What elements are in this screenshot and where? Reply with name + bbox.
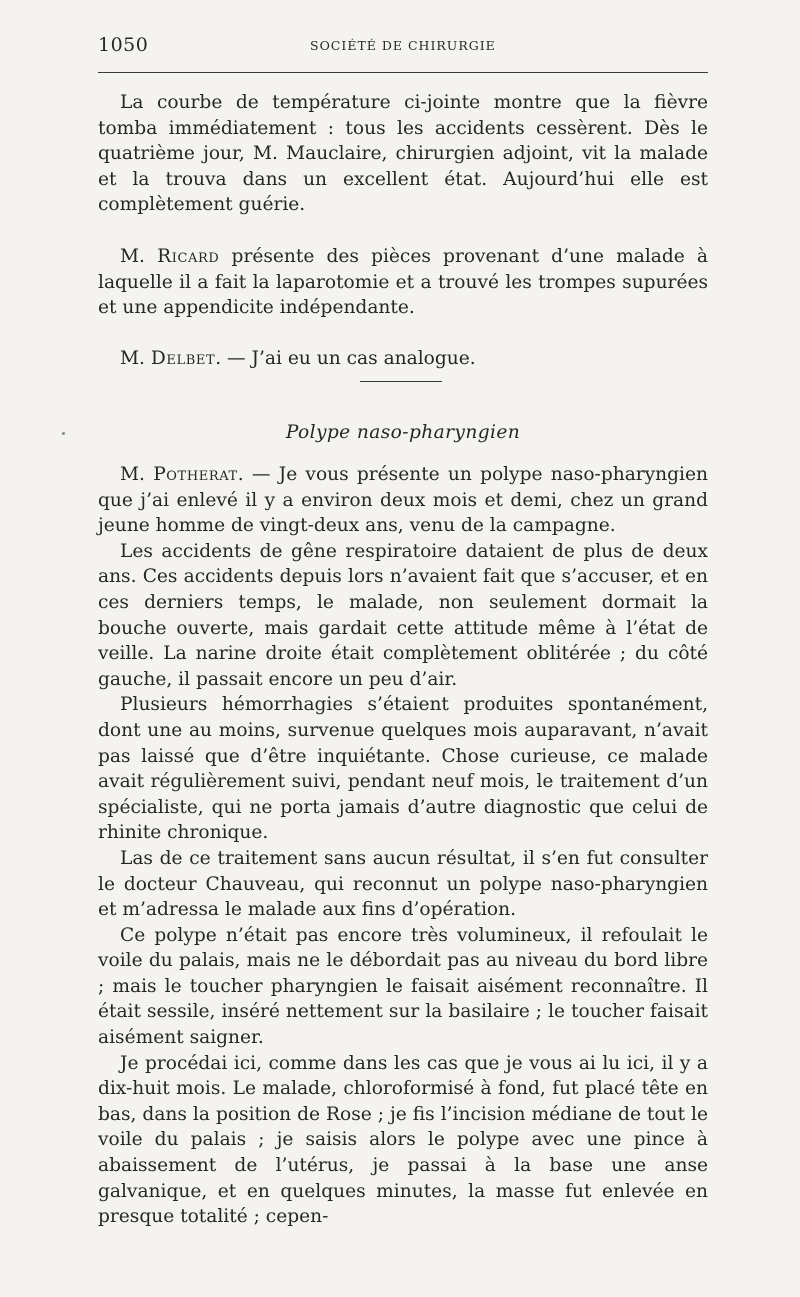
ricard-prefix: M. [120,245,158,267]
delbet-prefix: M. [120,347,151,369]
speaker-delbet: Delbet [150,347,216,369]
page-number: 1050 [98,34,149,56]
section-title: Polype naso-pharyngien [285,422,521,443]
paragraph-ricard [98,244,708,321]
paragraph-delbet [98,346,708,372]
potherat-prefix: M. [120,464,154,485]
delbet-text: . — J’ai eu un cas analogue. [215,347,476,369]
ricard-text: présente des pièces provenant d’une malade à laquelle il a fait la laparotomie et a trouvé les trompes supurées et une appendicite indépendante. [98,245,708,319]
page-header [98,34,708,60]
section-body [98,462,708,1230]
header-rule [98,72,708,73]
paragraph: Les accidents de gêne respiratoire dataient de plus de deux ans. Ces accidents depuis lors n’avaient fait que s’accuser, et en ces derniers temps, le malade, non seulement dormait la bouche ouverte, mais gardait cette attitude même à l’état de veille. La narine droite était complètement oblitérée ; du côté gauche, il passait encore un peu d’air. [98,540,708,690]
paragraph-potherat [98,462,708,539]
paragraph: Ce polype n’était pas encore très volumineux, il refoulait le voile du palais, mais ne le débordait pas au niveau du bord libre ; mais le toucher pharyngien le faisait aisément reconnaître. Il était sessile, inséré nettement sur la basilaire ; le toucher faisait aisément saigner. [98,924,708,1049]
speaker-potherat: Potherat [153,464,238,485]
section-separator [360,381,442,382]
body-text-top [98,90,708,371]
speaker-ricard: Ricard [157,245,220,267]
paragraph-temperature: La courbe de température ci-jointe montre que la fièvre tomba immédiatement : tous les accidents cessèrent. Dès le quatrième jour, M. Mauclaire, chirurgien adjoint, vit la malade et la trouva dans un excellent état. Aujourd’hui elle est complètement guérie. [98,92,708,216]
paragraph: Plusieurs hémorrhagies s’étaient produites spontanément, dont une au moins, survenue quelques mois auparavant, n’avait pas laissé que d’être inquiétante. Chose curieuse, ce malade avait régulièrement suivi, pendant neuf mois, le traitement d’un spécialiste, qui ne porta jamais d’autre diagnostic que celui de rhinite chronique. [98,694,708,844]
potherat-text: . — Je vous présente un polype naso-pharyngien que j’ai enlevé il y a environ deux mois et demi, chez un grand jeune homme de vingt-deux ans, venu de la campagne. [98,464,708,537]
paragraph: Las de ce traitement sans aucun résultat, il s’en fut consulter le docteur Chauveau, qui reconnut un polype naso-pharyngien et m’adressa le malade aux fins d’opération. [98,847,708,921]
running-head: SOCIÉTÉ DE CHIRURGIE [310,38,496,53]
paragraph: Je procédai ici, comme dans les cas que je vous ai lu ici, il y a dix-huit mois. Le malade, chloroformisé à fond, fut placé tête en bas, dans la position de Rose ; je fis l’incision médiane de tout le voile du palais ; je saisis alors le polype avec une pince à abaissement de l’utérus, je passai à la base une anse galvanique, et en quelques minutes, la masse fut enlevée en presque totalité ; cepen- [98,1052,708,1228]
margin-mark [62,432,65,435]
